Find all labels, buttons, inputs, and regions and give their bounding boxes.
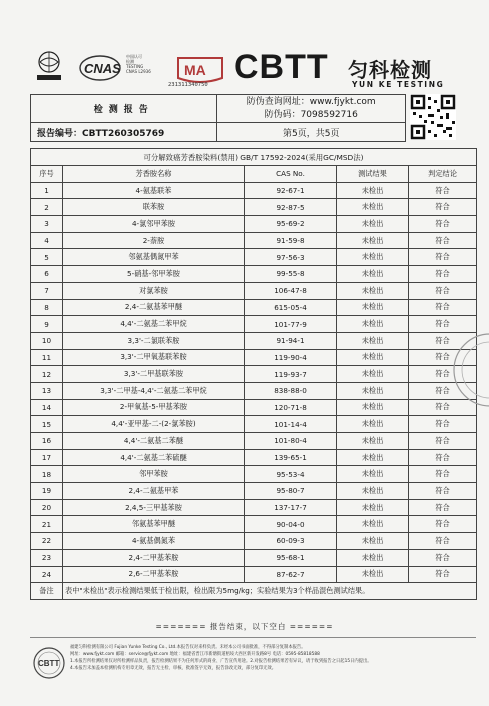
cas-number: 60-09-3 <box>245 533 337 550</box>
amine-name: 2,4,5-三甲基苯胺 <box>63 499 245 516</box>
cas-number: 106-47-8 <box>245 282 337 299</box>
amine-name: 5-硝基-邻甲苯胺 <box>63 266 245 283</box>
amine-name: 邻氨基偶氮甲苯 <box>63 249 245 266</box>
verify-code: 防伪码：7098592716 <box>264 109 358 120</box>
conclusion: 符合 <box>409 549 477 566</box>
cma-number: 231311340750 <box>168 82 208 88</box>
amine-name: 4,4'-二氨基二苯醚 <box>63 433 245 450</box>
test-result: 未检出 <box>337 299 409 316</box>
amine-name: 对氯苯胺 <box>63 282 245 299</box>
row-index: 7 <box>31 282 63 299</box>
test-result: 未检出 <box>337 249 409 266</box>
row-index: 4 <box>31 232 63 249</box>
table-row <box>31 232 477 249</box>
row-index: 2 <box>31 199 63 216</box>
test-result: 未检出 <box>337 466 409 483</box>
cas-number: 139-65-1 <box>245 449 337 466</box>
row-index: 12 <box>31 366 63 383</box>
test-result: 未检出 <box>337 416 409 433</box>
row-index: 9 <box>31 316 63 333</box>
verification-info <box>217 95 406 123</box>
conclusion: 符合 <box>409 566 477 583</box>
row-index: 19 <box>31 483 63 500</box>
amine-name: 2-萘胺 <box>63 232 245 249</box>
cnas-line-1: 中国认可 <box>126 54 142 59</box>
table-row <box>31 282 477 299</box>
amine-name: 2,4-二甲基苯胺 <box>63 549 245 566</box>
table-row <box>31 566 477 583</box>
cnas-line-2: 检测 <box>126 59 134 64</box>
cas-number: 91-59-8 <box>245 232 337 249</box>
conclusion: 符合 <box>409 316 477 333</box>
test-result: 未检出 <box>337 433 409 450</box>
row-index: 15 <box>31 416 63 433</box>
svg-text:CNAS: CNAS <box>84 61 121 76</box>
row-index: 18 <box>31 466 63 483</box>
test-result: 未检出 <box>337 399 409 416</box>
test-result: 未检出 <box>337 199 409 216</box>
amine-name: 3,3'-二甲氧基联苯胺 <box>63 349 245 366</box>
report-number: 报告编号：CBTT260305769 <box>31 123 217 142</box>
cas-number: 95-80-7 <box>245 483 337 500</box>
test-result: 未检出 <box>337 366 409 383</box>
col-header: 测试结果 <box>337 166 409 183</box>
cnas-line-4: CNAS L2936 <box>126 69 151 74</box>
conclusion: 符合 <box>409 349 477 366</box>
amine-name: 3,3'-二甲基-4,4'-二氨基二苯甲烷 <box>63 382 245 399</box>
header-logo-row <box>30 34 470 94</box>
row-index: 23 <box>31 549 63 566</box>
ilac-mra-logo-icon <box>34 50 64 82</box>
results-table <box>30 148 477 600</box>
amine-name: 联苯胺 <box>63 199 245 216</box>
test-result: 未检出 <box>337 216 409 233</box>
conclusion: 符合 <box>409 499 477 516</box>
amine-name: 3,3'-二氯联苯胺 <box>63 332 245 349</box>
table-row <box>31 249 477 266</box>
report-title: 检测报告 <box>31 95 217 123</box>
table-row <box>31 332 477 349</box>
standard-title: 可分解致癌芳香胺染料(禁用) GB/T 17592-2024(采用GC/MSD法) <box>31 149 477 166</box>
verify-site: 防伪查询网址：www.fjykt.com <box>246 96 376 107</box>
test-result: 未检出 <box>337 382 409 399</box>
table-row <box>31 516 477 533</box>
conclusion: 符合 <box>409 466 477 483</box>
footer-line: 网址：www.fjykt.com 邮箱：service@fjykt.com 地址：福建省晋江市新塘街道梧垵大西区新开发路8号 电话：0595-85818588 <box>70 652 320 657</box>
table-row <box>31 449 477 466</box>
row-index: 3 <box>31 216 63 233</box>
cas-number: 101-77-9 <box>245 316 337 333</box>
cas-number: 95-69-2 <box>245 216 337 233</box>
cas-number: 91-94-1 <box>245 332 337 349</box>
amine-name: 2,4-二氨基甲苯 <box>63 483 245 500</box>
test-result: 未检出 <box>337 499 409 516</box>
row-index: 11 <box>31 349 63 366</box>
amine-name: 4-氨基偶氮苯 <box>63 533 245 550</box>
row-index: 20 <box>31 499 63 516</box>
remark-row <box>31 583 477 600</box>
conclusion: 符合 <box>409 416 477 433</box>
cnas-line-3: TESTING <box>126 64 144 69</box>
test-result: 未检出 <box>337 232 409 249</box>
conclusion: 符合 <box>409 199 477 216</box>
table-row <box>31 433 477 450</box>
footer-text <box>70 644 474 672</box>
cas-number: 92-87-5 <box>245 199 337 216</box>
row-index: 6 <box>31 266 63 283</box>
amine-name: 2-甲氧基-5-甲基苯胺 <box>63 399 245 416</box>
svg-text:MA: MA <box>184 62 206 78</box>
brand-latin: CBTT <box>234 48 329 86</box>
conclusion: 符合 <box>409 182 477 199</box>
end-of-report-line: ======= 报告结束，以下空白 ====== <box>155 622 334 631</box>
report-header-table <box>30 94 406 142</box>
footer-line: 4.本报告未加盖本检测机构专用章无效，报告无主检、审核、批准签字无效，报告涂改无效，部分复印无效。 <box>70 666 277 671</box>
row-index: 16 <box>31 433 63 450</box>
cas-number: 119-90-4 <box>245 349 337 366</box>
brand-english: YUN KE TESTING <box>352 80 445 89</box>
test-result: 未检出 <box>337 332 409 349</box>
cas-number: 615-05-4 <box>245 299 337 316</box>
table-row <box>31 399 477 416</box>
test-result: 未检出 <box>337 316 409 333</box>
test-result: 未检出 <box>337 516 409 533</box>
amine-name: 2,4-二氨基苯甲醚 <box>63 299 245 316</box>
amine-name: 邻氨基苯甲醚 <box>63 516 245 533</box>
table-row <box>31 299 477 316</box>
col-header: 判定结论 <box>409 166 477 183</box>
cas-number: 838-88-0 <box>245 382 337 399</box>
conclusion: 符合 <box>409 449 477 466</box>
row-index: 10 <box>31 332 63 349</box>
cnas-accreditation-text <box>126 54 166 74</box>
conclusion: 符合 <box>409 516 477 533</box>
conclusion: 符合 <box>409 249 477 266</box>
remark-text: 表中"未检出"表示检测结果低于检出限，检出限为5mg/kg；实验结果为3个样品混色测试结果。 <box>63 583 477 600</box>
footer-line: 福建匀科检测有限公司 Fujian Yunke Testing Co., Ltd.本报告仅对来样负责。未经本公司书面批准，不得部分复制本报告。 <box>70 645 306 650</box>
conclusion: 符合 <box>409 332 477 349</box>
test-result: 未检出 <box>337 566 409 583</box>
cas-number: 99-55-8 <box>245 266 337 283</box>
test-result: 未检出 <box>337 182 409 199</box>
table-row <box>31 382 477 399</box>
table-row <box>31 483 477 500</box>
table-body <box>31 182 477 583</box>
conclusion: 符合 <box>409 366 477 383</box>
table-row <box>31 549 477 566</box>
remark-label: 备注 <box>31 583 63 600</box>
test-result: 未检出 <box>337 349 409 366</box>
test-result: 未检出 <box>337 549 409 566</box>
svg-text:CBTT: CBTT <box>38 659 60 668</box>
col-header: 芳香胺名称 <box>63 166 245 183</box>
table-row <box>31 199 477 216</box>
table-row <box>31 466 477 483</box>
conclusion: 符合 <box>409 382 477 399</box>
row-index: 13 <box>31 382 63 399</box>
row-index: 14 <box>31 399 63 416</box>
table-row <box>31 182 477 199</box>
table-row <box>31 216 477 233</box>
conclusion: 符合 <box>409 216 477 233</box>
row-index: 24 <box>31 566 63 583</box>
amine-name: 4,4'-二氨基二苯甲烷 <box>63 316 245 333</box>
conclusion: 符合 <box>409 533 477 550</box>
cas-number: 95-68-1 <box>245 549 337 566</box>
table-row <box>31 499 477 516</box>
cas-number: 87-62-7 <box>245 566 337 583</box>
footer-logo-icon <box>32 646 66 680</box>
test-result: 未检出 <box>337 483 409 500</box>
amine-name: 邻甲苯胺 <box>63 466 245 483</box>
row-index: 1 <box>31 182 63 199</box>
amine-name: 4,4'-亚甲基-二-(2-氯苯胺) <box>63 416 245 433</box>
test-result: 未检出 <box>337 533 409 550</box>
conclusion: 符合 <box>409 399 477 416</box>
table-row <box>31 533 477 550</box>
table-header-row <box>31 166 477 183</box>
table-row <box>31 316 477 333</box>
amine-name: 4-氨基联苯 <box>63 182 245 199</box>
row-index: 21 <box>31 516 63 533</box>
cas-number: 119-93-7 <box>245 366 337 383</box>
row-index: 22 <box>31 533 63 550</box>
row-index: 17 <box>31 449 63 466</box>
amine-name: 2,6-二甲基苯胺 <box>63 566 245 583</box>
footer-line: 1.本报告所检测结果仅对所检测样品负责，报告检测结果不为任何形式的商业、广告宣传用途。2.对报告检测结果若有异议，请于收到报告之日起15日内提出。 <box>70 659 372 664</box>
conclusion: 符合 <box>409 266 477 283</box>
table-row <box>31 349 477 366</box>
conclusion: 符合 <box>409 433 477 450</box>
cas-number: 97-56-3 <box>245 249 337 266</box>
table-row <box>31 266 477 283</box>
test-result: 未检出 <box>337 282 409 299</box>
conclusion: 符合 <box>409 232 477 249</box>
table-row <box>31 366 477 383</box>
cas-number: 137-17-7 <box>245 499 337 516</box>
qr-code-icon <box>410 94 456 140</box>
test-result: 未检出 <box>337 449 409 466</box>
row-index: 8 <box>31 299 63 316</box>
conclusion: 符合 <box>409 483 477 500</box>
page-info: 第5页，共5页 <box>217 123 406 142</box>
amine-name: 3,3'-二甲基联苯胺 <box>63 366 245 383</box>
amine-name: 4-氯邻甲苯胺 <box>63 216 245 233</box>
conclusion: 符合 <box>409 299 477 316</box>
cas-number: 92-67-1 <box>245 182 337 199</box>
amine-name: 4,4'-二氨基二苯硫醚 <box>63 449 245 466</box>
test-result: 未检出 <box>337 266 409 283</box>
cas-number: 90-04-0 <box>245 516 337 533</box>
cas-number: 120-71-8 <box>245 399 337 416</box>
inspection-stamp-icon <box>432 330 489 410</box>
conclusion: 符合 <box>409 282 477 299</box>
cas-number: 95-53-4 <box>245 466 337 483</box>
cas-number: 101-80-4 <box>245 433 337 450</box>
col-header: 序号 <box>31 166 63 183</box>
brand-chinese: 匀科检测 <box>348 58 432 82</box>
row-index: 5 <box>31 249 63 266</box>
col-header: CAS No. <box>245 166 337 183</box>
footer <box>30 637 476 684</box>
table-row <box>31 416 477 433</box>
cas-number: 101-14-4 <box>245 416 337 433</box>
